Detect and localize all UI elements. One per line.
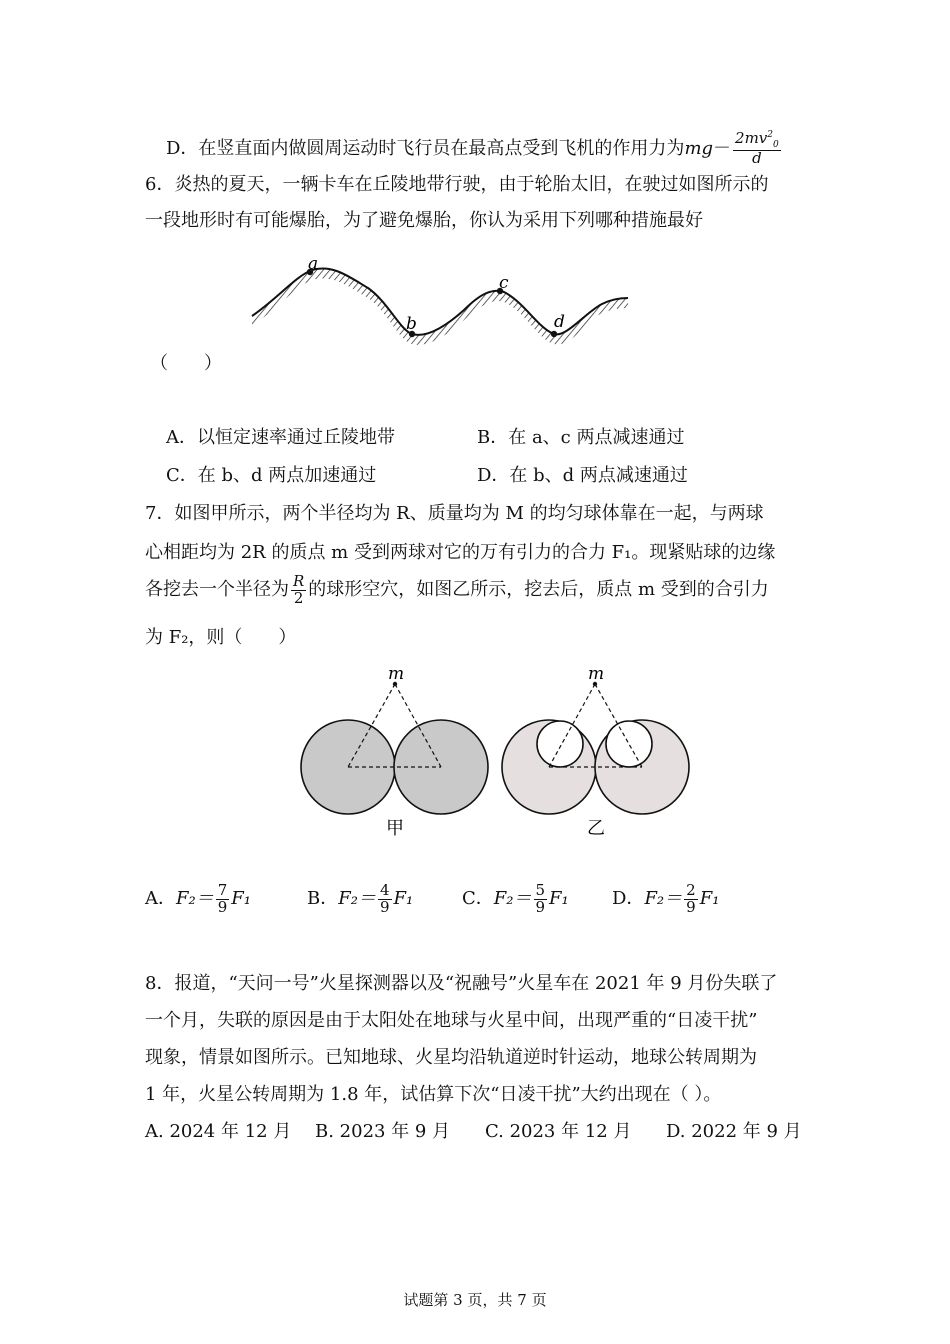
q7-option-d-letter: D． (612, 888, 645, 910)
q5-option-d-text: D．在竖直面内做圆周运动时飞行员在最高点受到飞机的作用力为 (166, 138, 685, 160)
q7-option-a (145, 883, 251, 916)
q7-option-d (612, 883, 719, 916)
q7-option-a-den: 9 (217, 897, 228, 916)
q7-option-b-rhs: F₁ (393, 888, 414, 910)
q7-option-c (462, 883, 569, 916)
right-mass-label: m (588, 664, 605, 684)
q7-stem-line4: 为 F₂，则（ ） (145, 627, 297, 648)
q7-option-a-fraction (216, 883, 230, 916)
q7-option-b-lhs: F₂＝ (338, 888, 376, 910)
terrain-label-d: d (554, 312, 565, 332)
q7-fraction-numerator: R (293, 572, 305, 590)
q5-fraction-numerator: 2mv (735, 129, 768, 147)
right-cavity-a (537, 721, 583, 767)
q5-fraction-sub: 0 (773, 140, 779, 150)
q7-option-c-letter: C． (462, 888, 494, 910)
terrain-hatching (252, 268, 628, 344)
q6-terrain-figure (248, 258, 633, 350)
q6-answer-paren: （ ） (150, 353, 222, 374)
q5-fraction-denominator: d (752, 149, 762, 168)
right-figure-label: 乙 (587, 818, 605, 839)
q7-option-d-num: 2 (686, 881, 696, 899)
q7-option-d-den: 9 (686, 897, 696, 916)
q7-radius-fraction (291, 574, 306, 607)
q5-option-d-fraction (733, 131, 781, 167)
q7-option-c-rhs: F₁ (549, 888, 569, 910)
terrain-label-a: a (308, 258, 319, 274)
q8-stem-line4: 1 年，火星公转周期为 1.8 年，试估算下次“日凌干扰”大约出现在（ ）。 (145, 1084, 722, 1105)
q6-option-a: A．以恒定速率通过丘陵地带 (166, 427, 395, 448)
left-mass-label: m (388, 664, 405, 684)
q7-option-b-den: 9 (379, 897, 390, 916)
q8-stem-line2: 一个月，失联的原因是由于太阳处在地球与火星中间，出现严重的“日凌干扰” (145, 1010, 758, 1031)
q6-option-b: B．在 a、c 两点减速通过 (477, 427, 685, 448)
q7-option-c-num: 5 (535, 881, 546, 899)
q7-stem-line3 (145, 574, 769, 607)
right-cavity-b (606, 721, 652, 767)
q6-option-d: D．在 b、d 两点减速通过 (477, 465, 688, 486)
q7-fraction-denominator: 2 (293, 588, 304, 607)
q7-option-a-lhs: F₂＝ (176, 888, 214, 910)
q7-option-b-fraction (378, 883, 392, 916)
page-footer: 试题第 3 页，共 7 页 (403, 1291, 547, 1309)
q7-option-a-rhs: F₁ (231, 888, 251, 910)
q8-stem-line3: 现象，情景如图所示。已知地球、火星均沿轨道逆时针运动，地球公转周期为 (145, 1047, 757, 1068)
q5-option-d (166, 131, 783, 167)
q7-option-d-rhs: F₁ (699, 888, 720, 910)
q7-option-d-lhs: F₂＝ (644, 888, 683, 910)
q7-stem-line2: 心相距均为 2R 的质点 m 受到两球对它的万有引力的合力 F₁。现紧贴球的边缘 (145, 542, 776, 563)
q5-option-d-formula-prefix: mg (684, 138, 714, 160)
q6-option-c: C．在 b、d 两点加速通过 (166, 465, 377, 486)
q6-stem-line1: 6．炎热的夏天，一辆卡车在丘陵地带行驶，由于轮胎太旧，在驶过如图所示的 (145, 174, 769, 195)
q8-option-b: B. 2023 年 9 月 (315, 1121, 451, 1142)
q7-spheres-figure (295, 662, 700, 844)
q7-option-c-lhs: F₂＝ (493, 888, 532, 910)
q7-option-a-letter: A． (145, 888, 176, 910)
left-figure-label: 甲 (386, 818, 404, 839)
q7-option-b (307, 883, 413, 916)
q6-stem-line2: 一段地形时有可能爆胎，为了避免爆胎，你认为采用下列哪种措施最好 (145, 210, 703, 231)
q8-option-c: C. 2023 年 12 月 (485, 1121, 632, 1142)
q7-option-c-den: 9 (535, 897, 546, 916)
q8-option-d: D. 2022 年 9 月 (666, 1121, 802, 1142)
q7-line3-pre: 各挖去一个半径为 (145, 579, 289, 601)
q7-line3-post: 的球形空穴，如图乙所示，挖去后，质点 m 受到的合引力 (308, 579, 769, 601)
q7-option-b-num: 4 (379, 881, 390, 899)
q5-fraction-sup: 2 (767, 130, 774, 140)
terrain-label-b: b (406, 314, 417, 334)
q7-option-b-letter: B． (307, 888, 339, 910)
q7-option-c-fraction (534, 883, 548, 916)
q7-option-a-num: 7 (217, 881, 228, 899)
q5-option-d-formula-minus: － (713, 138, 732, 160)
q8-stem-line1: 8．报道，“天问一号”火星探测器以及“祝融号”火星车在 2021 年 9 月份失联了 (145, 973, 778, 994)
terrain-label-c: c (499, 273, 509, 293)
q8-option-a: A. 2024 年 12 月 (145, 1121, 292, 1142)
q7-option-d-fraction (684, 883, 698, 916)
q7-stem-line1: 7．如图甲所示，两个半径均为 R、质量均为 M 的均匀球体靠在一起，与两球 (145, 503, 764, 524)
